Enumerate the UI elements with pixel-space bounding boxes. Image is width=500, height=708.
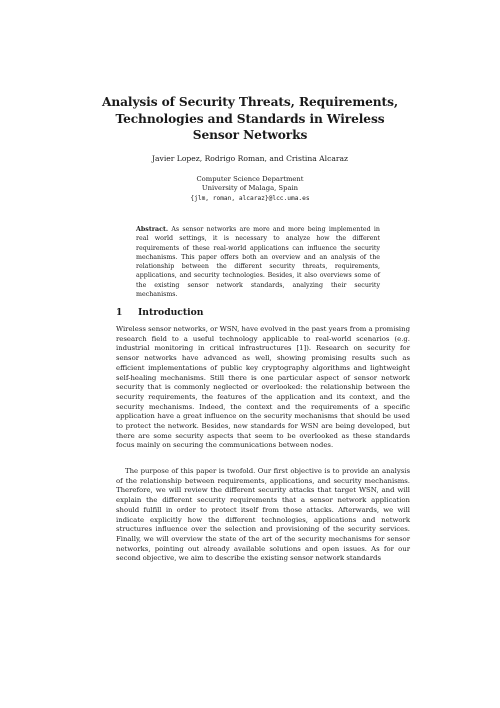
abstract-label: Abstract. (136, 226, 169, 233)
abstract-text: As sensor networks are more and more being implemented in real world settings, it is necessary to analyze how the different requirements of these real-world applications can influence the security mechanisms. This paper offers both an overview and an analysis of the relationship between the different security threats, requirements, applications, and security technologies. Besides, it also overviews some of the existing sensor network standards, analyzing their security mechanisms. (136, 226, 380, 299)
body-paragraph: The purpose of this paper is twofold. Our first objective is to provide an analysis of the relationship between requirements, applications, and security mechanisms. Therefore, we will review the different security attacks that target WSN, and will explain the different security requirements that a sensor network application should fulfill in order to protect itself from those attacks. Afterwards, we will indicate explicitly how the different technologies, applications and network structures influence over the selection and provisioning of the security services. Finally, we will overview the state of the art of the security mechanisms for sensor networks, pointing out already available solutions and open issues. As for our second objective, we aim to describe the existing sensor network standards (116, 467, 410, 563)
author-emails: {jlm, roman, alcaraz}@lcc.uma.es (190, 194, 310, 202)
university: University of Malaga, Spain (201, 184, 299, 193)
section-number: 1 (116, 307, 123, 318)
affiliation-block (100, 175, 400, 203)
abstract (136, 225, 380, 299)
section-title: Introduction (138, 307, 204, 318)
paper-title: Analysis of Security Threats, Requirements, Technologies and Standards in Wireless Sensor Networks (102, 95, 398, 143)
author-list: Javier Lopez, Rodrigo Roman, and Cristina Alcaraz (151, 154, 349, 163)
section-heading (116, 307, 203, 319)
department: Computer Science Department (196, 175, 304, 183)
body-paragraph: Wireless sensor networks, or WSN, have evolved in the past years from a promising research field to a useful technology applicable to real-world scenarios (e.g. industrial monitoring in critical infrastructures [1]). Research on security for sensor networks have advanced as well, showing promising results such as efficient implementations of public key cryptography algorithms and lightweight self-healing mechanisms. Still there is one particular aspect of sensor network security that is commonly neglected or overlooked: the relationship between the security requirements, the features of the application and its context, and the security mechanisms. Indeed, the context and the requirements of a specific application have a great influence on the security mechanisms that should be used to protect the network. Besides, new standards for WSN are being developed, but there are some security aspects that seem to be overlooked as these standards focus mainly on securing the communications between nodes. (116, 325, 410, 450)
